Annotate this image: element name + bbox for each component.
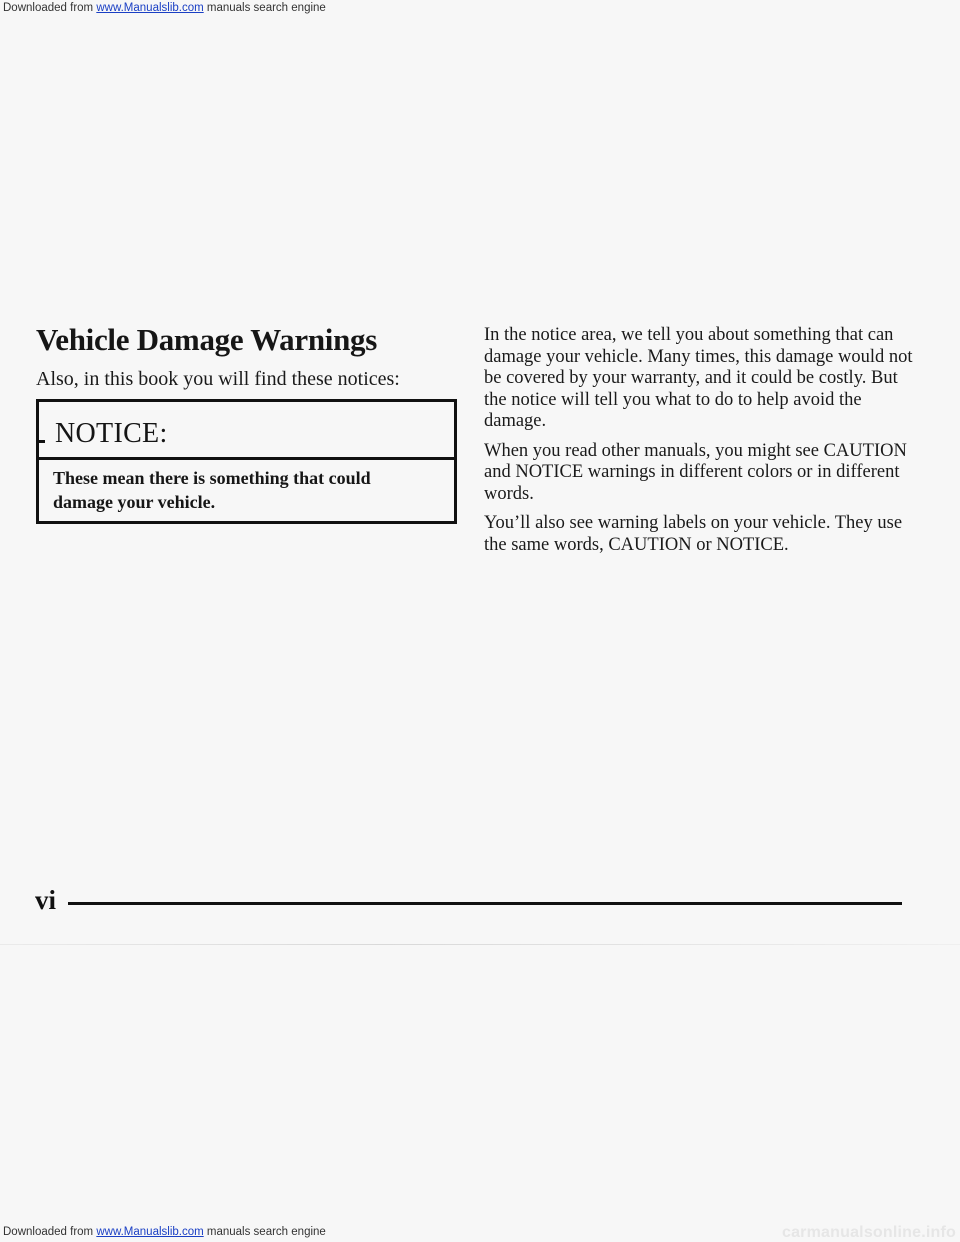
- notice-text: These mean there is something that could damage your vehicle.: [53, 468, 371, 512]
- right-column: [484, 325, 924, 564]
- site-watermark: carmanualsonline.info: [781, 1224, 956, 1241]
- download-banner-bottom: [3, 1226, 326, 1238]
- paragraph-notice-area: In the notice area, we tell you about something that can damage your vehicle. Many times, this damage would not be covered by your warranty, and it could be costly. But the notice will tell you what to do to help avoid the damage.: [484, 325, 913, 431]
- notice-divider: [39, 457, 454, 460]
- banner-prefix: Downloaded from: [3, 1226, 97, 1238]
- download-banner-top: [3, 2, 326, 14]
- footer-rule: [68, 902, 902, 905]
- page-number: vi: [35, 885, 57, 915]
- notice-box: [36, 399, 457, 524]
- paragraph-warning-labels: You’ll also see warning labels on your vehicle. They use the same words, CAUTION or NOTICE.: [484, 513, 903, 555]
- section-intro: Also, in this book you will find these notices:: [36, 368, 400, 390]
- manualslib-link-bottom[interactable]: www.Manualslib.com: [96, 1226, 204, 1238]
- banner-prefix: Downloaded from: [3, 2, 97, 14]
- notice-title: NOTICE:: [55, 418, 168, 449]
- section-heading: Vehicle Damage Warnings: [36, 322, 378, 357]
- scan-artifact-line: [0, 944, 960, 945]
- banner-suffix: manuals search engine: [203, 1226, 326, 1238]
- manualslib-link-top[interactable]: www.Manualslib.com: [96, 2, 204, 14]
- paragraph-other-manuals: When you read other manuals, you might see CAUTION and NOTICE warnings in different colors or in different words.: [484, 440, 907, 504]
- banner-suffix: manuals search engine: [203, 2, 326, 14]
- notice-tick-mark: [39, 440, 45, 443]
